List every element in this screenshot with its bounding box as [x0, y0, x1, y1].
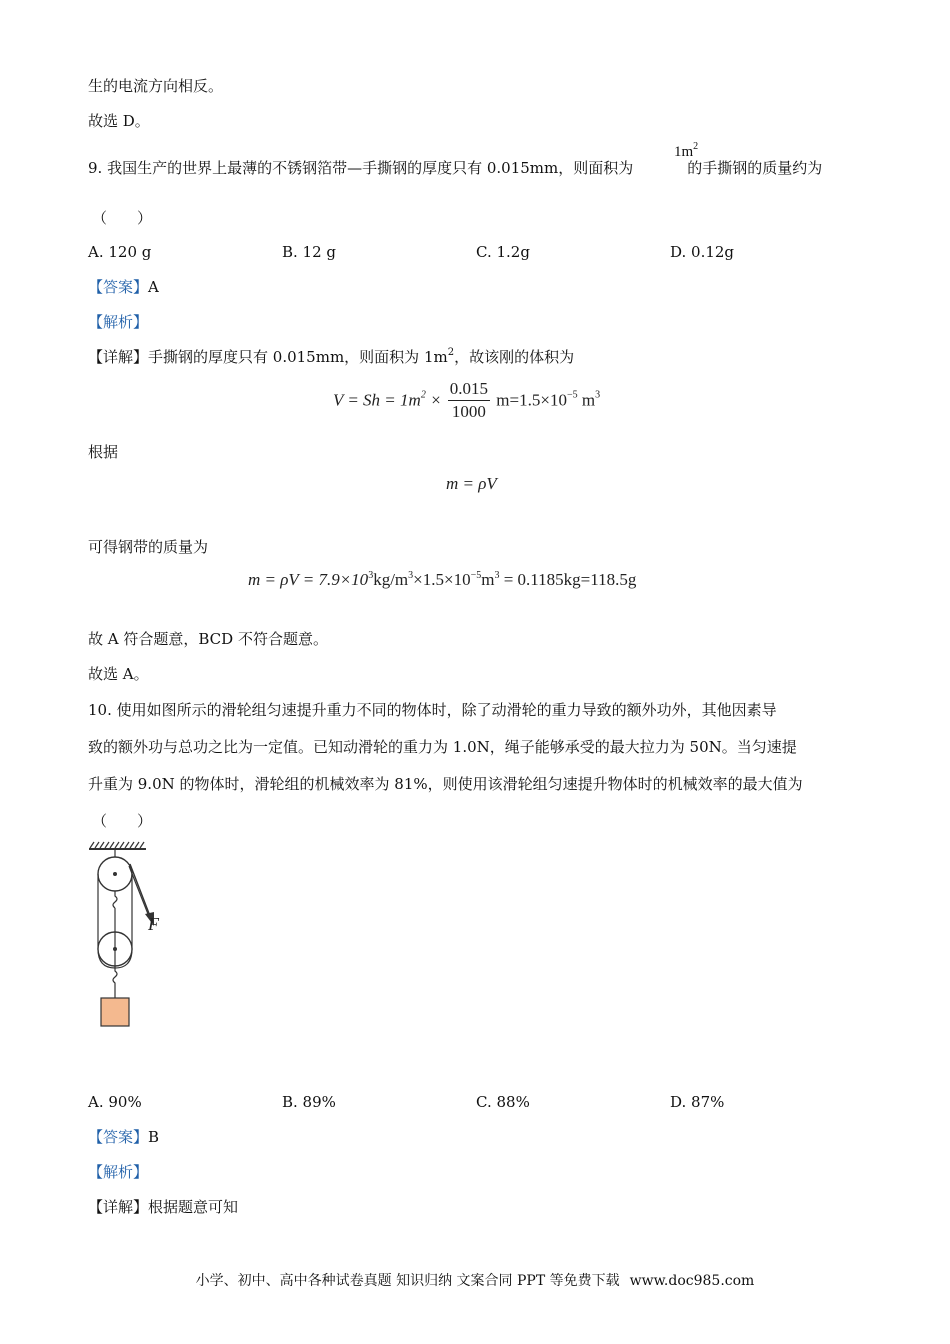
q9-option-c: C. 1.2g — [476, 243, 530, 261]
formula-mass-density: m = ρV — [446, 474, 497, 493]
pulley-diagram — [84, 840, 194, 1035]
movable-pulley — [98, 932, 132, 966]
formula-volume-right: m=1.5×10 — [496, 390, 567, 410]
q10-answer-tag: 【答案】 — [88, 1128, 149, 1146]
q9-detail-text2: ，故该刚的体积为 — [454, 348, 575, 366]
q10-detail — [88, 1197, 238, 1217]
q9-basis: 根据 — [88, 443, 119, 461]
q10-answer — [88, 1127, 159, 1147]
q10-answer-value: B — [148, 1128, 160, 1146]
q9-area — [674, 141, 699, 161]
formula-volume: $V = Sh = 1m^2$ × $\frac{0.015}{1000}$ $m=1.5\times 10^{-5}$ $m^3$ — [333, 379, 601, 421]
q10-option-c: C. 88% — [476, 1093, 530, 1111]
formula-volume-fraction — [448, 378, 490, 423]
q10-stem-line-1: 10. 使用如图所示的滑轮组匀速提升重力不同的物体时，除了动滑轮的重力导致的额外功外，其他因素导 — [88, 701, 777, 719]
formula-volume-left: V = Sh = 1m — [333, 390, 421, 410]
f3-part-b: kg/m — [373, 570, 409, 589]
q10-stem-line-3: 升重为 9.0N 的物体时，滑轮组的机械效率为 81%，则使用该滑轮组匀速提升物体时的机械效率的最大值为 — [88, 775, 803, 793]
q10-option-d: D. 87% — [670, 1093, 725, 1111]
page-footer — [0, 1270, 950, 1290]
f3-part-c-exp: −5 — [470, 570, 482, 581]
q9-stem-part1: 9. 我国生产的世界上最薄的不锈钢箔带—手撕钢的厚度只有 0.015mm，则面积为 — [88, 159, 634, 177]
q9-answer-tag: 【答案】 — [88, 278, 149, 296]
prev-line-2: 故选 D。 — [88, 112, 150, 130]
f3-part-a: m = ρV = 7.9×10 — [248, 570, 369, 589]
f3-part-c: ×1.5×10 — [413, 570, 471, 589]
q10-paren: （ ） — [92, 812, 153, 830]
footer-site-link[interactable]: www.doc985.com — [629, 1273, 755, 1289]
q10-stem-line-2: 致的额外功与总功之比为一定值。已知动滑轮的重力为 1.0N，绳子能够承受的最大拉力为 50N。当匀速提 — [88, 738, 797, 756]
formula-volume-unit-exp: 3 — [595, 389, 601, 401]
q10-analysis-tag: 【解析】 — [88, 1163, 149, 1181]
f3-part-d: m — [481, 570, 495, 589]
q9-detail — [88, 347, 574, 367]
force-label: F — [148, 914, 159, 934]
q9-detail-tag: 【详解】 — [88, 348, 149, 366]
fixed-pulley-hook — [113, 891, 117, 908]
q9-area-exp: 2 — [693, 141, 699, 152]
f3-part-a-exp: 3 — [368, 570, 374, 581]
f3-part-b-exp: 3 — [408, 570, 414, 581]
q9-paren: （ ） — [92, 209, 153, 227]
q9-area-value: 1m — [674, 144, 694, 160]
load-block — [101, 998, 129, 1026]
fraction-numerator: 0.015 — [448, 378, 490, 401]
formula-mass-value — [248, 570, 636, 590]
q10-option-a: A. 90% — [88, 1093, 142, 1111]
q9-detail-text1: 手撕钢的厚度只有 0.015mm，则面积为 1m — [148, 348, 448, 366]
q9-option-a: A. 120 g — [88, 243, 152, 261]
q10-option-b: B. 89% — [282, 1093, 336, 1111]
fixed-pulley — [98, 857, 132, 891]
load-hook — [113, 966, 117, 998]
f3-part-e: = 0.1185kg=118.5g — [499, 570, 637, 589]
q10-detail-tag: 【详解】 — [88, 1198, 149, 1216]
q9-stem-part2: 的手撕钢的质量约为 — [687, 159, 823, 177]
f3-part-d-exp: 3 — [494, 570, 500, 581]
q9-conclusion-1: 故 A 符合题意，BCD 不符合题意。 — [88, 630, 328, 648]
q10-detail-text: 根据题意可知 — [148, 1198, 239, 1216]
q9-conclusion-2: 故选 A。 — [88, 665, 149, 683]
q9-mass-intro: 可得钢带的质量为 — [88, 538, 209, 556]
formula-volume-right-exp: −5 — [566, 389, 578, 401]
q9-answer — [88, 277, 159, 297]
footer-text: 小学、初中、高中各种试卷真题 知识归纳 文案合同 PPT 等免费下载 — [195, 1273, 620, 1289]
q9-analysis-tag: 【解析】 — [88, 313, 149, 331]
prev-line-1: 生的电流方向相反。 — [88, 77, 224, 95]
q9-stem — [88, 158, 822, 178]
fraction-denominator: 1000 — [451, 402, 486, 421]
q9-option-b: B. 12 g — [282, 243, 337, 261]
q9-detail-exp: 2 — [447, 347, 455, 358]
formula-volume-left-exp: 2 — [420, 389, 426, 401]
q9-answer-value: A — [148, 278, 159, 296]
q9-option-d: D. 0.12g — [670, 243, 735, 261]
formula-volume-unit: m — [581, 390, 596, 410]
